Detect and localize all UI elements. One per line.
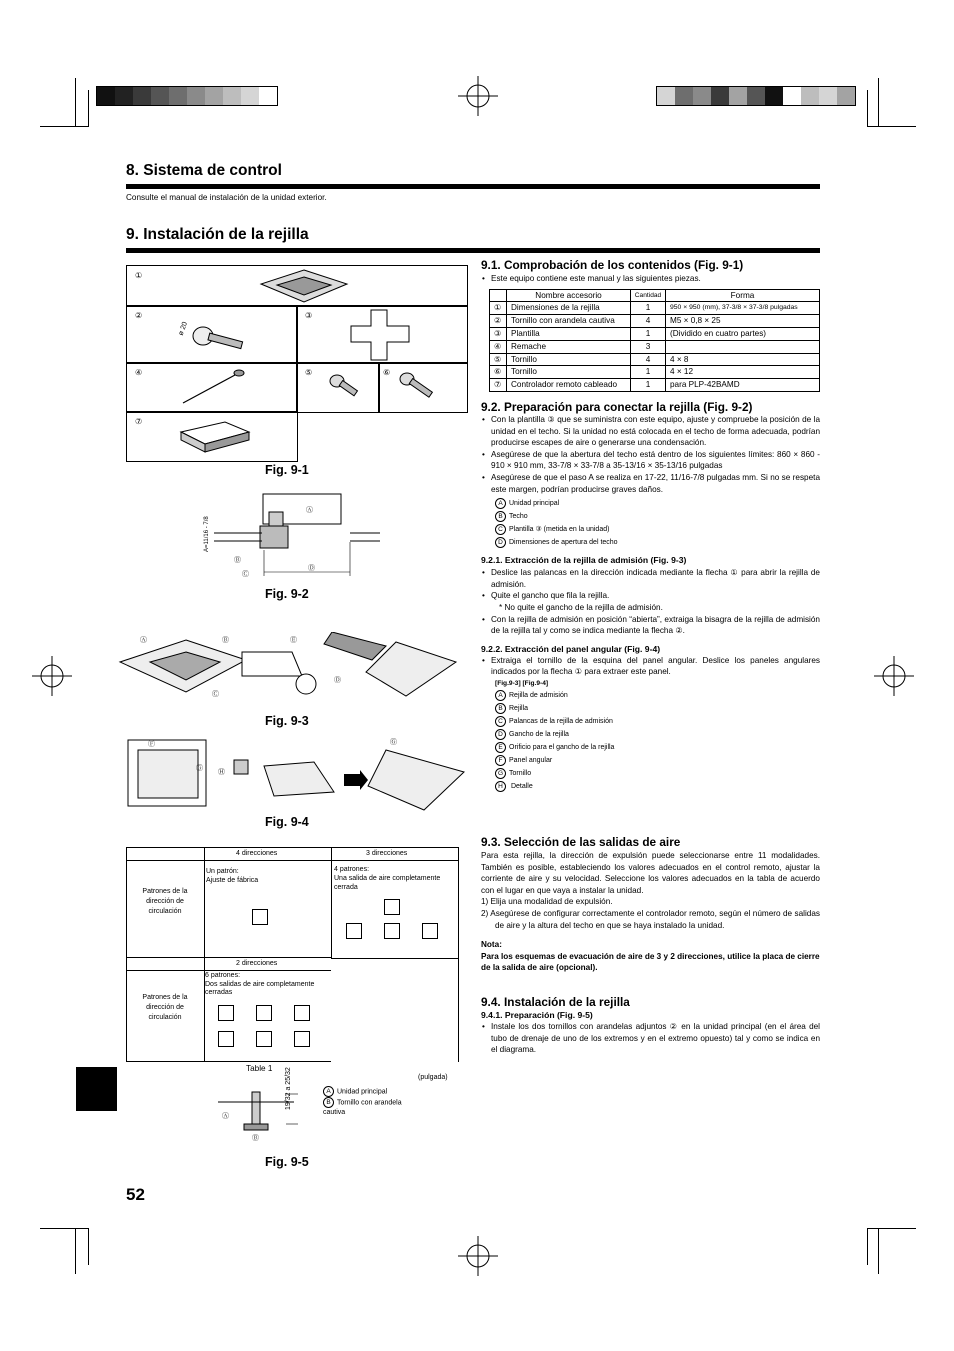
fig-9-1-cell-5 [296, 362, 380, 413]
acc-row-3-form: (Dividido en cuatro partes) [666, 327, 820, 340]
fig-9-4-diagram [124, 736, 469, 811]
crop-mark-bottom-right [867, 1228, 916, 1265]
acc-row-7-n: ⑦ [490, 379, 507, 392]
s93-nota-label: Nota: [481, 940, 502, 950]
fig-9-1-num-4: ④ [135, 368, 143, 377]
acc-row-2-n: ② [490, 315, 507, 328]
pattern-unit-2dir-1 [218, 1005, 234, 1021]
pattern-unit-3dir-1 [384, 899, 400, 915]
svg-text:Ⓓ: Ⓓ [334, 677, 341, 684]
s922-legend-f-key: F [495, 755, 506, 766]
acc-row-5-form: 4 × 8 [666, 353, 820, 366]
accessory-table [489, 289, 820, 392]
s92-legend-a: Unidad principal [509, 500, 560, 508]
pattern-unit-4dir [252, 909, 268, 925]
acc-header-form: Forma [666, 289, 820, 302]
crop-mark-bottom-left-v [75, 1228, 76, 1274]
table-1-caption: Table 1 [246, 1064, 273, 1073]
fig-9-1-num-3: ③ [305, 311, 313, 320]
s92-title: 9.2. Preparación para conectar la rejilla (Fig. 9-2) [481, 399, 753, 414]
fig-9-1-num-2: ② [135, 311, 143, 320]
s922-title: 9.2.2. Extracción del panel angular (Fig. 9-4) [481, 643, 661, 654]
acc-row-4-form [666, 340, 820, 353]
fig-9-2-diagram [190, 492, 390, 582]
fig-9-1-cell-7 [126, 411, 298, 462]
s922-legend-b-key: B [495, 703, 506, 714]
section-9-3 [481, 835, 820, 974]
s92-b2: • Asegúrese de que la abertura del techo está dentro de los siguientes límites: 860 × 860 - 910 × 910 mm, 33-7/8 × 33-7/8 a 35-13/16 × 35-13/16 pulgadas [481, 449, 820, 472]
acc-row-4-name: Remache [507, 340, 631, 353]
pattern-row-label-1: Patrones de la dirección de circulación [142, 888, 188, 915]
s922-legend [495, 679, 820, 793]
fig-9-5-legend-a-text: Unidad principal [337, 1088, 388, 1096]
s92-b1: • Con la plantilla ③ que se suministra con este equipo, ajuste y compruebe la posición de la unidad en el techo. Si la unidad no está colocada en el techo de forma adecuada, podrían producirse escapes de aire o generarse una condensación. [481, 414, 820, 449]
s922-legend-c: Palancas de la rejilla de admisión [509, 717, 613, 725]
svg-text:Ⓒ: Ⓒ [212, 691, 219, 698]
s93-nota: Para los esquemas de evacuación de aire de 3 y 2 direcciones, utilice la placa de cierre de la salida de aire (opcional). [481, 951, 820, 973]
pattern-unit-2dir-2 [256, 1005, 272, 1021]
fig-9-1-cell-2 [126, 305, 298, 364]
crop-mark-top-left [40, 90, 89, 127]
svg-text:Ⓖ: Ⓖ [196, 765, 203, 772]
s922-legend-f: Panel angular [509, 756, 553, 764]
s93-n1: 1) Elija una modalidad de expulsión. [481, 897, 613, 907]
section-9-rule [126, 248, 820, 253]
fig-9-1-cell-3 [296, 305, 468, 364]
acc-row-2-form: M5 × 0,8 × 25 [666, 315, 820, 328]
s92-legend-c: Plantilla ③ (metida en la unidad) [509, 526, 610, 534]
section-9-4 [481, 995, 820, 1056]
fig-9-1-cell-4 [126, 362, 298, 413]
s921-title: 9.2.1. Extracción de la rejilla de admisión (Fig. 9-3) [481, 555, 687, 566]
fig-9-1-label: Fig. 9-1 [265, 463, 309, 477]
registration-target-left [32, 656, 72, 696]
svg-text:Ⓑ: Ⓑ [252, 1135, 259, 1142]
svg-text:A=11/16 - 7/8: A=11/16 - 7/8 [204, 516, 210, 552]
s922-legend-g-key: G [495, 768, 506, 779]
pattern-row-label-2: Patrones de la dirección de circulación [142, 994, 188, 1021]
fig-9-5-dim: 19/32 a 25/32 [285, 1067, 292, 1110]
remote-controller-icon [175, 418, 255, 456]
s922-legend-h: Detalle [509, 782, 533, 790]
pattern-table [126, 847, 458, 1061]
svg-text:Ⓑ: Ⓑ [222, 637, 229, 644]
s922-legend-e-key: E [495, 742, 506, 753]
acc-row-7-qty: 1 [631, 379, 666, 392]
pattern-unit-2dir-4 [218, 1031, 234, 1047]
svg-text:ø 20: ø 20 [177, 320, 189, 337]
fig-9-1-num-1: ① [135, 271, 143, 280]
svg-text:Ⓕ: Ⓕ [148, 741, 155, 748]
svg-text:Ⓐ: Ⓐ [140, 637, 147, 644]
svg-text:Ⓖ: Ⓖ [390, 739, 397, 746]
fig-9-3-label: Fig. 9-3 [265, 714, 309, 728]
s92-legend-a-key: A [495, 498, 506, 509]
crop-mark-top-right [867, 90, 916, 127]
pattern-unit-3dir-3 [384, 923, 400, 939]
acc-header-name: Nombre accesorio [507, 289, 631, 302]
s921-b3: • Con la rejilla de admisión en posición “abierta”, extraiga la bisagra de la rejilla de admisión de la rejilla tal y como se indica mediante la flecha ②. [481, 614, 820, 637]
svg-text:Ⓐ: Ⓐ [306, 507, 313, 514]
s91-intro: • Este equipo contiene este manual y las siguientes piezas. [481, 273, 820, 285]
rivet-icon [179, 367, 249, 407]
fig-9-1 [126, 265, 467, 461]
registration-target-right [874, 656, 914, 696]
pattern-col-2dir: 2 direcciones [236, 960, 278, 967]
s922-legend-c-key: C [495, 716, 506, 727]
acc-row-5-n: ⑤ [490, 353, 507, 366]
acc-row-6-n: ⑥ [490, 366, 507, 379]
color-strip-left [96, 86, 278, 106]
s922-legend-e: Orificio para el gancho de la rejilla [509, 743, 615, 751]
crop-mark-top-right-v [878, 78, 879, 126]
acc-row-2-name: Tornillo con arandela cautiva [507, 315, 631, 328]
fig-9-5-legend-b: B Tornillo con arandela cautiva [323, 1099, 402, 1117]
fig-9-5-diagram [218, 1084, 308, 1144]
screw-icon [327, 371, 367, 405]
svg-text:Ⓒ: Ⓒ [242, 571, 249, 578]
s92-legend-b: Techo [509, 513, 528, 521]
pattern-4dir-desc: Un patrón: Ajuste de fábrica [206, 868, 259, 884]
s941-title: 9.4.1. Preparación (Fig. 9-5) [481, 1010, 593, 1020]
s921-b1: • Deslice las palancas en la dirección indicada mediante la flecha ① para abrir la rejilla de admisión. [481, 567, 820, 590]
fig-9-4-label: Fig. 9-4 [265, 815, 309, 829]
crop-mark-bottom-left [40, 1228, 89, 1265]
acc-row-4-qty: 3 [631, 340, 666, 353]
s922-legend-d: Gancho de la rejilla [509, 730, 569, 738]
fig-9-1-cell-1 [126, 265, 468, 307]
s922-figref: [Fig.9-3] [Fig.9-4] [495, 679, 549, 687]
crop-mark-top-left-v [75, 78, 76, 126]
acc-row-6-name: Tornillo [507, 366, 631, 379]
s921-b2: • Quite el gancho que fila la rejilla. [481, 590, 820, 602]
fig-9-5-legend-b-text: Tornillo con arandela cautiva [323, 1099, 402, 1117]
s921-note: * No quite el gancho de la rejilla de admisión. [499, 602, 663, 612]
acc-row-5-qty: 4 [631, 353, 666, 366]
pattern-unit-3dir-4 [422, 923, 438, 939]
acc-row-3-n: ③ [490, 327, 507, 340]
acc-row-7-name: Controlador remoto cableado [507, 379, 631, 392]
fig-9-5-label: Fig. 9-5 [265, 1155, 309, 1169]
acc-header-qty: Cantidad [631, 289, 666, 302]
svg-text:Ⓗ: Ⓗ [218, 769, 225, 776]
section-8-title: 8. Sistema de control [126, 162, 282, 179]
pattern-unit-2dir-5 [256, 1031, 272, 1047]
crop-mark-bottom-right-v [878, 1228, 879, 1274]
section-8-text: Consulte el manual de instalación de la unidad exterior. [126, 193, 327, 202]
s92-legend [495, 497, 820, 549]
acc-row-1-form: 950 × 950 (mm), 37-3/8 × 37-3/8 pulgadas [666, 302, 820, 315]
s93-p: Para esta rejilla, la dirección de expulsión puede seleccionarse entre 11 modalidades. También es posible, estableciendo los valores adecuados en el control remoto, ajustar la corriente de aire y su velocidad. Seleccione los valores adecuados en la tabla de acuerdo con el lugar en que vaya a instalar la unidad. [481, 851, 820, 895]
svg-text:Ⓔ: Ⓔ [290, 637, 297, 644]
pattern-3dir-desc: 4 patrones: Una salida de aire completamente cerrada [334, 866, 441, 891]
pattern-unit-2dir-3 [294, 1005, 310, 1021]
acc-row-1-name: Dimensiones de la rejilla [507, 302, 631, 315]
s94-b1: • Instale los dos tornillos con arandelas adjuntos ② en la unidad principal (en el área del tubo de drenaje de uno de los extremos y en el extremo opuesto) tal y como se indica en el diagrama. [481, 1021, 820, 1056]
svg-text:Ⓐ: Ⓐ [222, 1113, 229, 1120]
screw-long-icon [395, 369, 445, 407]
s93-n2: 2) Asegúrese de configurar correctamente el controlador remoto, según el número de salidas de aire y la altura del techo en que se haya instalado la unidad. [481, 908, 820, 930]
acc-row-3-qty: 1 [631, 327, 666, 340]
acc-row-6-form: 4 × 12 [666, 366, 820, 379]
page-number: 52 [126, 1185, 145, 1204]
fig-9-1-cell-6 [378, 362, 468, 413]
right-column [481, 258, 820, 793]
s92-legend-b-key: B [495, 511, 506, 522]
grille-icon [259, 268, 349, 304]
section-9-title: 9. Instalación de la rejilla [126, 226, 309, 243]
s92-legend-d-key: D [495, 537, 506, 548]
pattern-unit-2dir-6 [294, 1031, 310, 1047]
pattern-unit-3dir-2 [346, 923, 362, 939]
s922-legend-a-key: A [495, 690, 506, 701]
s922-legend-a: Rejilla de admisión [509, 691, 568, 699]
s93-title: 9.3. Selección de las salidas de aire [481, 835, 681, 849]
pattern-2dir-desc: 6 patrones: Dos salidas de aire completamente cerradas [205, 972, 315, 996]
s922-legend-h-key: H [495, 781, 506, 792]
registration-target-bottom [458, 1236, 498, 1276]
acc-row-2-qty: 4 [631, 315, 666, 328]
fig-9-1-num-7: ⑦ [135, 417, 143, 426]
template-icon [347, 308, 417, 362]
fig-9-2-label: Fig. 9-2 [265, 587, 309, 601]
s922-b1: • Extraiga el tornillo de la esquina del panel angular. Deslice los paneles angulares indicados por la flecha ① para extraer este panel. [481, 655, 820, 678]
acc-row-7-form: para PLP-42BAMD [666, 379, 820, 392]
registration-target-top [458, 76, 498, 116]
svg-text:Ⓓ: Ⓓ [308, 565, 315, 572]
pattern-col-4dir: 4 direcciones [236, 850, 278, 857]
acc-row-1-n: ① [490, 302, 507, 315]
acc-row-5-name: Tornillo [507, 353, 631, 366]
svg-text:Ⓑ: Ⓑ [234, 557, 241, 564]
s92-legend-d: Dimensiones de apertura del techo [509, 539, 618, 547]
acc-row-6-qty: 1 [631, 366, 666, 379]
s92-b3: • Asegúrese de que el paso A se realiza en 17-22, 11/16-7/8 pulgadas mm. Si no se respeta este margen, podrían producirse graves daños. [481, 472, 820, 495]
acc-header-blank [490, 289, 507, 302]
s922-legend-b: Rejilla [509, 704, 529, 712]
fig-9-3-diagram [96, 632, 466, 712]
acc-row-4-n: ④ [490, 340, 507, 353]
pattern-col-3dir: 3 direcciones [366, 850, 408, 857]
fig-9-1-num-5: ⑤ [305, 368, 313, 377]
s92-legend-c-key: C [495, 524, 506, 535]
screw-washer-icon [177, 312, 257, 360]
fig-9-5-legend-a: A Unidad principal [323, 1086, 387, 1097]
side-tab [76, 1067, 117, 1111]
s922-legend-g: Tornillo [509, 769, 532, 777]
fig-9-1-num-6: ⑥ [383, 368, 391, 377]
s922-legend-d-key: D [495, 729, 506, 740]
acc-row-1-qty: 1 [631, 302, 666, 315]
color-strip-right [656, 86, 856, 106]
section-8-rule [126, 184, 820, 189]
s91-title: 9.1. Comprobación de los contenidos (Fig. 9-1) [481, 258, 744, 272]
s94-title: 9.4. Instalación de la rejilla [481, 995, 630, 1009]
unit-label: (pulgada) [418, 1074, 448, 1081]
acc-row-3-name: Plantilla [507, 327, 631, 340]
